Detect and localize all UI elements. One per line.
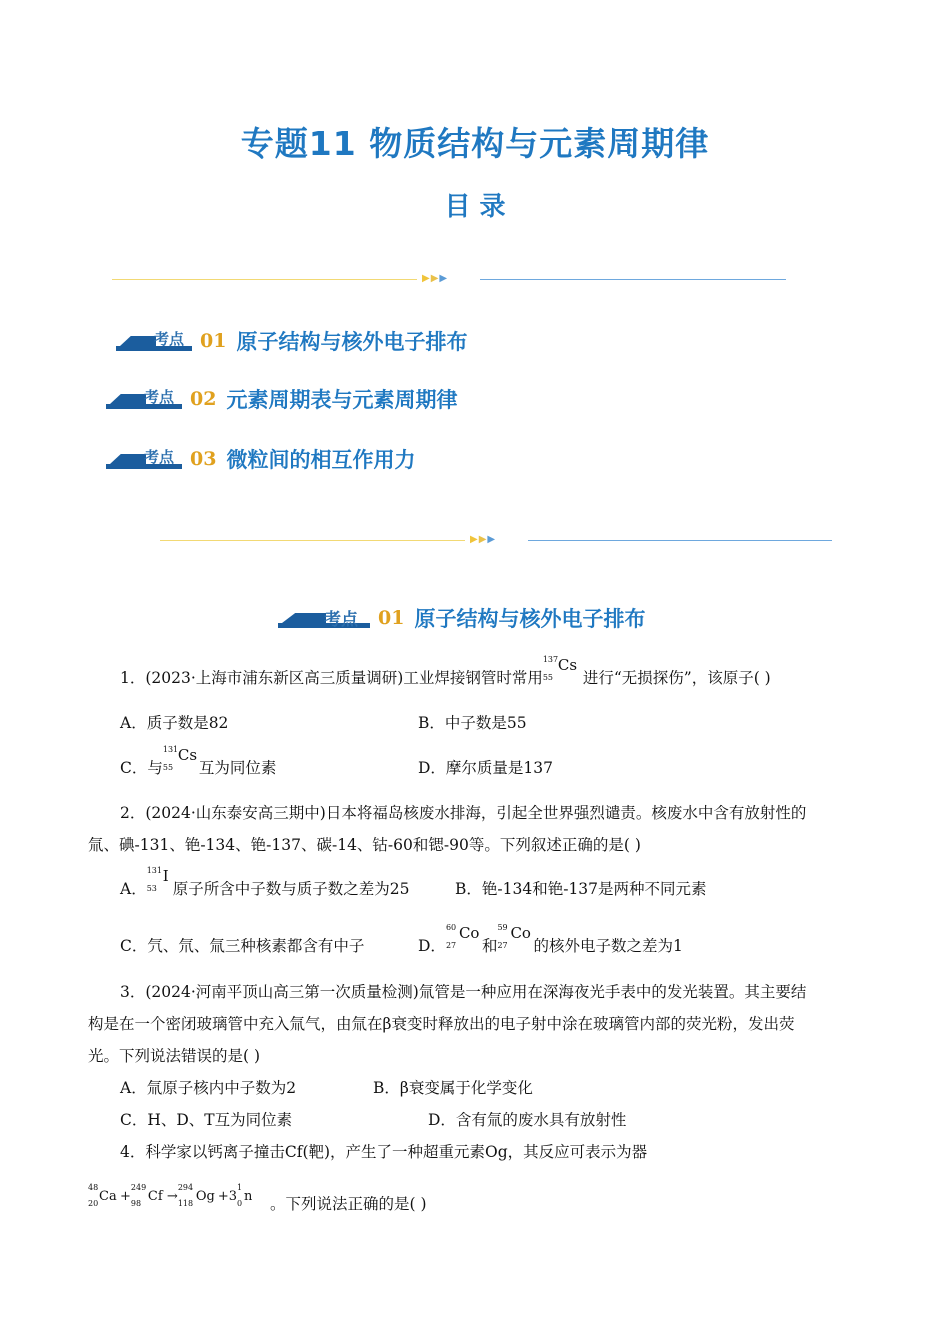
toc-item-label: 微粒间的相互作用力 bbox=[226, 448, 416, 472]
question-3-option-c[interactable]: C．H、D、T互为同位素 bbox=[120, 1111, 293, 1129]
kaodian-badge: 考点 bbox=[278, 606, 374, 630]
question-1-option-b[interactable]: B．中子数是55 bbox=[418, 714, 527, 732]
question-3-stem-line2: 构是在一个密闭玻璃管中充入氚气，由氚在β衰变时释放出的电子射中涂在玻璃管内部的荧光粉，发出荧 bbox=[88, 1015, 795, 1033]
cs137-nuclide: 137 55 Cs bbox=[542, 655, 578, 682]
table-of-contents-heading: 目 录 bbox=[444, 192, 506, 222]
neutron-nuclide: 1 0 n bbox=[236, 1183, 253, 1208]
question-4-stem-line2: 。下列说法正确的是( ) bbox=[270, 1195, 427, 1213]
nuclear-reaction-equation: 48 20 Ca + 249 98 Cf → 294 118 Og +3 1 0 n bbox=[88, 1184, 255, 1208]
co59-nuclide: 59 27 Co bbox=[497, 923, 531, 950]
section-title: 原子结构与核外电子排布 bbox=[414, 607, 646, 631]
section-heading bbox=[278, 604, 645, 632]
question-3-stem-line1: 3．(2024·河南平顶山高三第一次质量检测)氚管是一种应用在深海夜光手表中的发光装置。其主要结 bbox=[120, 983, 807, 1001]
kaodian-badge: 考点 bbox=[106, 447, 186, 471]
cs131-nuclide: 131 55 Cs bbox=[162, 745, 198, 772]
ca48-nuclide: 48 20 Ca bbox=[88, 1183, 117, 1208]
question-2-option-a[interactable]: A． 131 53 I 原子所含中子数与质子数之差为25 bbox=[120, 866, 410, 898]
question-2-stem-line2: 氚、碘-131、铯-134、铯-137、碳-14、钴-60和锶-90等。下列叙述正确的是( ) bbox=[88, 836, 641, 854]
toc-item-number: 01 bbox=[200, 330, 227, 352]
og294-nuclide: 294 118 Og bbox=[177, 1183, 215, 1208]
toc-item-01[interactable] bbox=[116, 327, 467, 355]
toc-item-number: 03 bbox=[190, 448, 217, 470]
co60-nuclide: 60 27 Co bbox=[445, 923, 480, 950]
question-1-option-a[interactable]: A．质子数是82 bbox=[120, 714, 229, 732]
question-1-option-c[interactable]: C．与 131 55 Cs 互为同位素 bbox=[120, 745, 277, 777]
divider-bottom: ▶▶▶ bbox=[160, 534, 832, 548]
page-title: 专题11 物质结构与元素周期律 bbox=[240, 124, 710, 163]
toc-item-label: 元素周期表与元素周期律 bbox=[226, 388, 458, 412]
question-3-option-b[interactable]: B．β衰变属于化学变化 bbox=[373, 1079, 533, 1097]
question-1-option-d[interactable]: D．摩尔质量是137 bbox=[418, 759, 554, 777]
section-number: 01 bbox=[378, 607, 405, 629]
divider-top: ▶▶▶ bbox=[112, 273, 786, 287]
question-2-stem-line1: 2．(2024·山东泰安高三期中)日本将福岛核废水排海，引起全世界强烈谴责。核废水中含有放射性的 bbox=[120, 804, 807, 822]
question-4-stem-line1: 4．科学家以钙离子撞击Cf(靶)，产生了一种超重元素Og，其反应可表示为器 bbox=[120, 1143, 648, 1161]
question-3-option-a[interactable]: A．氚原子核内中子数为2 bbox=[120, 1079, 297, 1097]
question-2-option-c[interactable]: C．氕、氘、氚三种核素都含有中子 bbox=[120, 937, 365, 955]
question-2-option-b[interactable]: B．铯-134和铯-137是两种不同元素 bbox=[455, 880, 707, 898]
toc-item-03[interactable] bbox=[106, 445, 415, 473]
i131-nuclide: 131 53 I bbox=[146, 866, 169, 893]
question-3-stem-line3: 光。下列说法错误的是( ) bbox=[88, 1047, 261, 1065]
toc-item-label: 原子结构与核外电子排布 bbox=[236, 330, 468, 354]
cf249-nuclide: 249 98 Cf bbox=[130, 1183, 163, 1208]
question-3-option-d[interactable]: D．含有氚的废水具有放射性 bbox=[428, 1111, 627, 1129]
toc-item-number: 02 bbox=[190, 388, 217, 410]
toc-item-02[interactable] bbox=[106, 385, 457, 413]
kaodian-badge: 考点 bbox=[116, 329, 196, 353]
question-2-option-d[interactable]: D． 60 27 Co 和 59 27 Co 的核外电子数之差为1 bbox=[418, 923, 683, 955]
kaodian-badge: 考点 bbox=[106, 387, 186, 411]
question-1-stem: 1．(2023·上海市浦东新区高三质量调研)工业焊接钢管时常用 137 55 Cs 进行“无损探伤”，该原子( ) bbox=[120, 655, 771, 687]
